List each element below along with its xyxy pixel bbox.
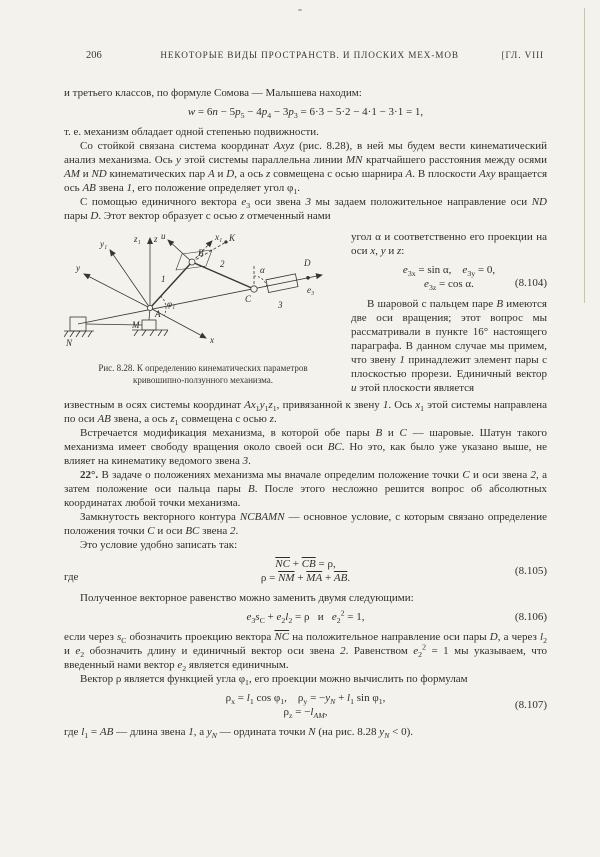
equation-8-107-line2: $\rho_z = -l_{AM}$, xyxy=(283,706,328,721)
figure-label-z: z xyxy=(154,234,158,244)
figure-label-link3: 3 xyxy=(278,300,283,310)
running-head xyxy=(86,50,544,61)
equation-8-104-number: (8.104) xyxy=(514,277,547,289)
paragraph-rho-function: Вектор ρ является функцией угла $\varphi_1$, его проекции можно вычислить по формулам xyxy=(80,673,468,688)
equation-8-106 xyxy=(64,610,547,624)
paragraph-known-axes: известным в осях системы координат $Ax_1y_1z_1$, привязанной к звену 1. Ось $x_1$ этой системы направлена по оси AB звена, а ось $z_1$ совмещена с осью z. xyxy=(64,399,548,428)
figure-label-y: y xyxy=(76,263,80,273)
right-column xyxy=(342,230,547,395)
formula-mobility xyxy=(64,105,547,119)
page-number: 206 xyxy=(86,50,102,61)
scan-artifact-line xyxy=(584,8,585,303)
main-text xyxy=(64,86,547,739)
figure-row xyxy=(64,230,547,395)
scan-artifact-speck xyxy=(298,9,302,11)
paragraph-if-through: если через $s_C$ обозначить проекцию вектора $\overline{NC}$ на положительное направление оси пары D, а через $l_2$ и $e_2$ обозначить длину и единичный вектор оси звена 2. Равенством $e_2^2 = 1$ мы указываем, что введенный нами вектор $e_2$ является единичным. xyxy=(64,631,547,674)
equation-8-107-number: (8.107) xyxy=(514,699,547,711)
paragraph-intro: и третьего классов, по формуле Сомова — Малышева находим: xyxy=(64,87,362,99)
figure-label-link1: 1 xyxy=(161,274,166,284)
paragraph-replace: Полученное векторное равенство можно заменить двумя следующими: xyxy=(80,592,414,604)
figure-label-b: B xyxy=(198,248,204,258)
figure-caption: Рис. 8.28. К определению кинематических параметров кривошипно-ползунного механизма. xyxy=(98,363,308,385)
figure-label-m: M xyxy=(132,320,140,330)
figure-label-k: K xyxy=(229,233,236,243)
nd-axis-line xyxy=(78,275,322,324)
formula-mobility-text: $w = 6n - 5p_5 - 4p_4 - 3p_3 = 6\cdot 3 - 5\cdot 2 - 4\cdot 1 - 3\cdot 1 = 1$, xyxy=(187,106,424,121)
point-k xyxy=(225,241,227,243)
paragraph-dof: т. е. механизм обладает одной степенью подвижности. xyxy=(64,126,319,138)
figure-label-alpha: α xyxy=(260,265,265,275)
equation-8-104 xyxy=(351,263,547,291)
figure-label-link2: 2 xyxy=(220,259,225,269)
paragraph-condition: Это условие удобно записать так: xyxy=(80,539,238,551)
equation-8-104-line2: $e_{3z} = \cos \alpha$. xyxy=(424,278,474,293)
joint-c xyxy=(251,286,257,292)
equation-8-105-line1: $\overline{NC} + \overline{CB} = \rho$, xyxy=(275,558,336,570)
paragraph-section-22: 22°. В задаче о положениях механизма мы вначале определим положение точки C и оси звена 2, а затем положение оси пальца пары B. После этого несложно решится вопрос об абсолютных координатах любой точки механизма. xyxy=(64,469,547,509)
figure-label-c: C xyxy=(245,294,252,304)
paragraph-where-l1: где $l_1$ = AB — длина звена 1, а $y_N$ — ордината точки N (на рис. 8.28 $y_N < 0$). xyxy=(64,726,414,741)
figure-block xyxy=(64,230,342,395)
point-d xyxy=(307,276,310,279)
figure-label-x1: x₁ xyxy=(215,232,223,242)
equation-8-105-number: (8.105) xyxy=(514,565,547,577)
equation-8-104-line1: $e_{3x} = \sin \alpha$, $e_{3y} = 0$, xyxy=(402,264,496,279)
equation-8-106-number: (8.106) xyxy=(514,611,547,623)
figure-label-d: D xyxy=(304,258,311,268)
paragraph-coords: Со стойкой связана система координат Axyz (рис. 8.28), в ней мы будем вести кинематический анализ механизма. Ось y этой системы параллельна линии MN кратчайшего расстояния между осями AM и ND кинематических пар A и D, а ось z совмещена с осью шарнира A. В плоскости Axy вращается ось AB звена 1, его положение определяет угол $\varphi_1$. xyxy=(64,140,548,197)
joint-a xyxy=(147,305,152,310)
figure-label-a: A xyxy=(155,309,161,319)
equation-8-106-line: $e_3s_C + e_2l_2 = \rho$ и $e_2^2 = 1$, xyxy=(246,608,365,626)
y1-axis-arrow xyxy=(110,250,150,308)
alpha-arc xyxy=(254,276,267,286)
equation-8-105-line2: $\rho = \overline{NM} + \overline{MA} + \overline{AB}$. xyxy=(260,572,351,584)
where-label: где xyxy=(64,571,79,583)
y-axis-arrow xyxy=(84,274,150,308)
equation-8-107 xyxy=(64,691,547,719)
figure-label-u: u xyxy=(161,231,166,241)
figure-label-x: x xyxy=(210,335,214,345)
figure-label-phi1: φ₁ xyxy=(167,299,176,309)
paragraph-vector-e3: С помощью единичного вектора $e_3$ оси звена 3 мы задаем положительное направление оси ND пары D. Этот вектор образует с осью z отмеченный нами xyxy=(64,196,547,222)
figure-label-e3: e₃ xyxy=(307,285,315,295)
paragraph-angle-alpha: угол α и соответственно его проекции на оси x, y и z: xyxy=(351,231,547,257)
phi1-arc xyxy=(161,296,166,315)
joint-b xyxy=(189,259,195,265)
figure-label-y1: y₁ xyxy=(100,239,108,249)
figure-label-z1: z₁ xyxy=(134,234,141,244)
paragraph-modification: Встречается модификация механизма, в которой обе пары B и C — шаровые. Шатун такого механизма имеет свободу вращения около своей оси BC. Но это, как было уже указано выше, не влияет на кинематику ведомого звена 3. xyxy=(64,427,547,467)
n-support xyxy=(64,317,94,337)
paragraph-closure: Замкнутость векторного контура NCBAMN — основное условие, с которым связано определение положения точки C и оси BC звена 2. xyxy=(64,511,547,537)
paragraph-ball-pair: В шаровой с пальцем паре B имеются две оси вращения; этот вопрос мы рассматривали в пункте 16° настоящего параграфа. В данном случае мы примем, что звену 1 принадлежит элемент пары с плоскостью прорези. Единичный вектор u этой плоскости является xyxy=(351,298,547,394)
chapter-reference: [ГЛ. VIII xyxy=(501,50,544,60)
equation-8-105 xyxy=(64,557,547,585)
mechanism-diagram xyxy=(64,230,342,356)
figure-label-n: N xyxy=(66,338,73,348)
running-title: НЕКОТОРЫЕ ВИДЫ ПРОСТРАНСТВ. И ПЛОСКИХ МЕХ-МОВ xyxy=(160,50,459,60)
equation-8-107-line1: $\rho_x = l_1$ $\cos \varphi_1$, $\rho_y = -y_N + l_1$ $\sin \varphi_1$, xyxy=(225,692,386,707)
figure-labels xyxy=(65,231,314,348)
